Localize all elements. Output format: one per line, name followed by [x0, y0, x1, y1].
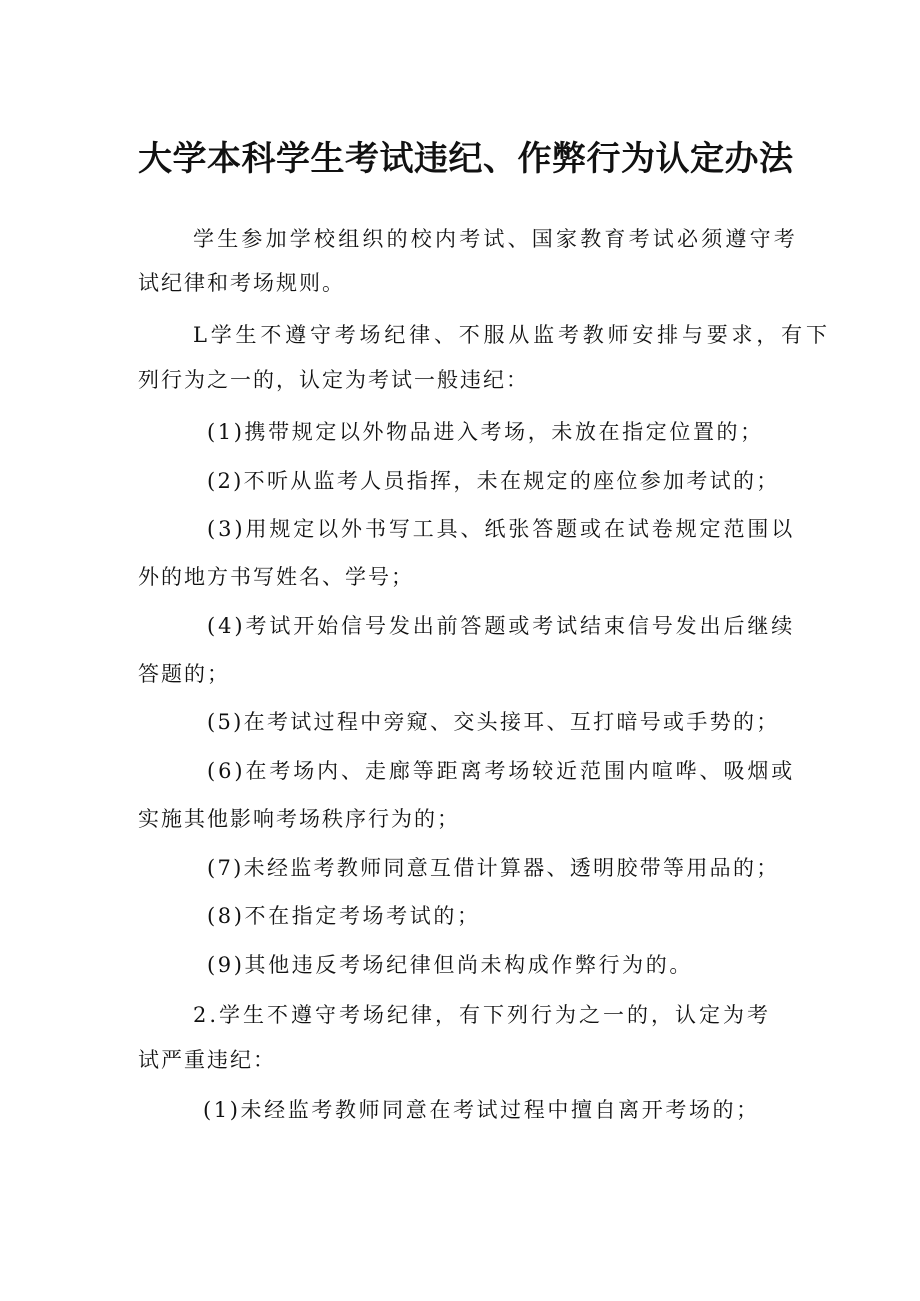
list-item-1-1: (1)携带规定以外物品进入考场，未放在指定位置的；: [207, 420, 764, 444]
list-item-1-3-line-1: (3)用规定以外书写工具、纸张答题或在试卷规定范围以: [207, 517, 796, 541]
list-item-1-5: (5)在考试过程中旁窥、交头接耳、互打暗号或手势的；: [207, 710, 780, 734]
list-item-1-4-line-1: (4)考试开始信号发出前答题或考试结束信号发出后继续: [207, 614, 796, 638]
list-item-2-1: (1)未经监考教师同意在考试过程中擅自离开考场的；: [203, 1098, 760, 1122]
section-2-line-2: 试严重违纪：: [138, 1048, 276, 1072]
list-item-1-6-line-1: (6)在考场内、走廊等距离考场较近范围内喧哗、吸烟或: [207, 759, 796, 783]
list-item-1-7: (7)未经监考教师同意互借计算器、透明胶带等用品的；: [207, 856, 780, 880]
list-item-1-9: (9)其他违反考场纪律但尚未构成作弊行为的。: [207, 953, 693, 977]
section-1-line-1: L学生不遵守考场纪律、不服从监考教师安排与要求，有下: [193, 323, 831, 347]
paragraph-intro-line-2: 试纪律和考场规则。: [138, 271, 345, 295]
list-item-1-2: (2)不听从监考人员指挥，未在规定的座位参加考试的；: [207, 469, 780, 493]
list-item-1-3-line-2: 外的地方书写姓名、学号；: [138, 565, 414, 589]
section-1-line-2: 列行为之一的，认定为考试一般违纪：: [138, 368, 529, 392]
list-item-1-4-line-2: 答题的；: [138, 662, 230, 686]
list-item-1-8: (8)不在指定考场考试的；: [207, 904, 481, 928]
document-title: 大学本科学生考试违纪、作弊行为认定办法: [138, 139, 794, 179]
section-2-line-1: 2.学生不遵守考场纪律，有下列行为之一的，认定为考: [193, 1003, 772, 1027]
list-item-1-6-line-2: 实施其他影响考场秩序行为的；: [138, 807, 460, 831]
paragraph-intro-line-1: 学生参加学校组织的校内考试、国家教育考试必须遵守考: [193, 227, 798, 251]
